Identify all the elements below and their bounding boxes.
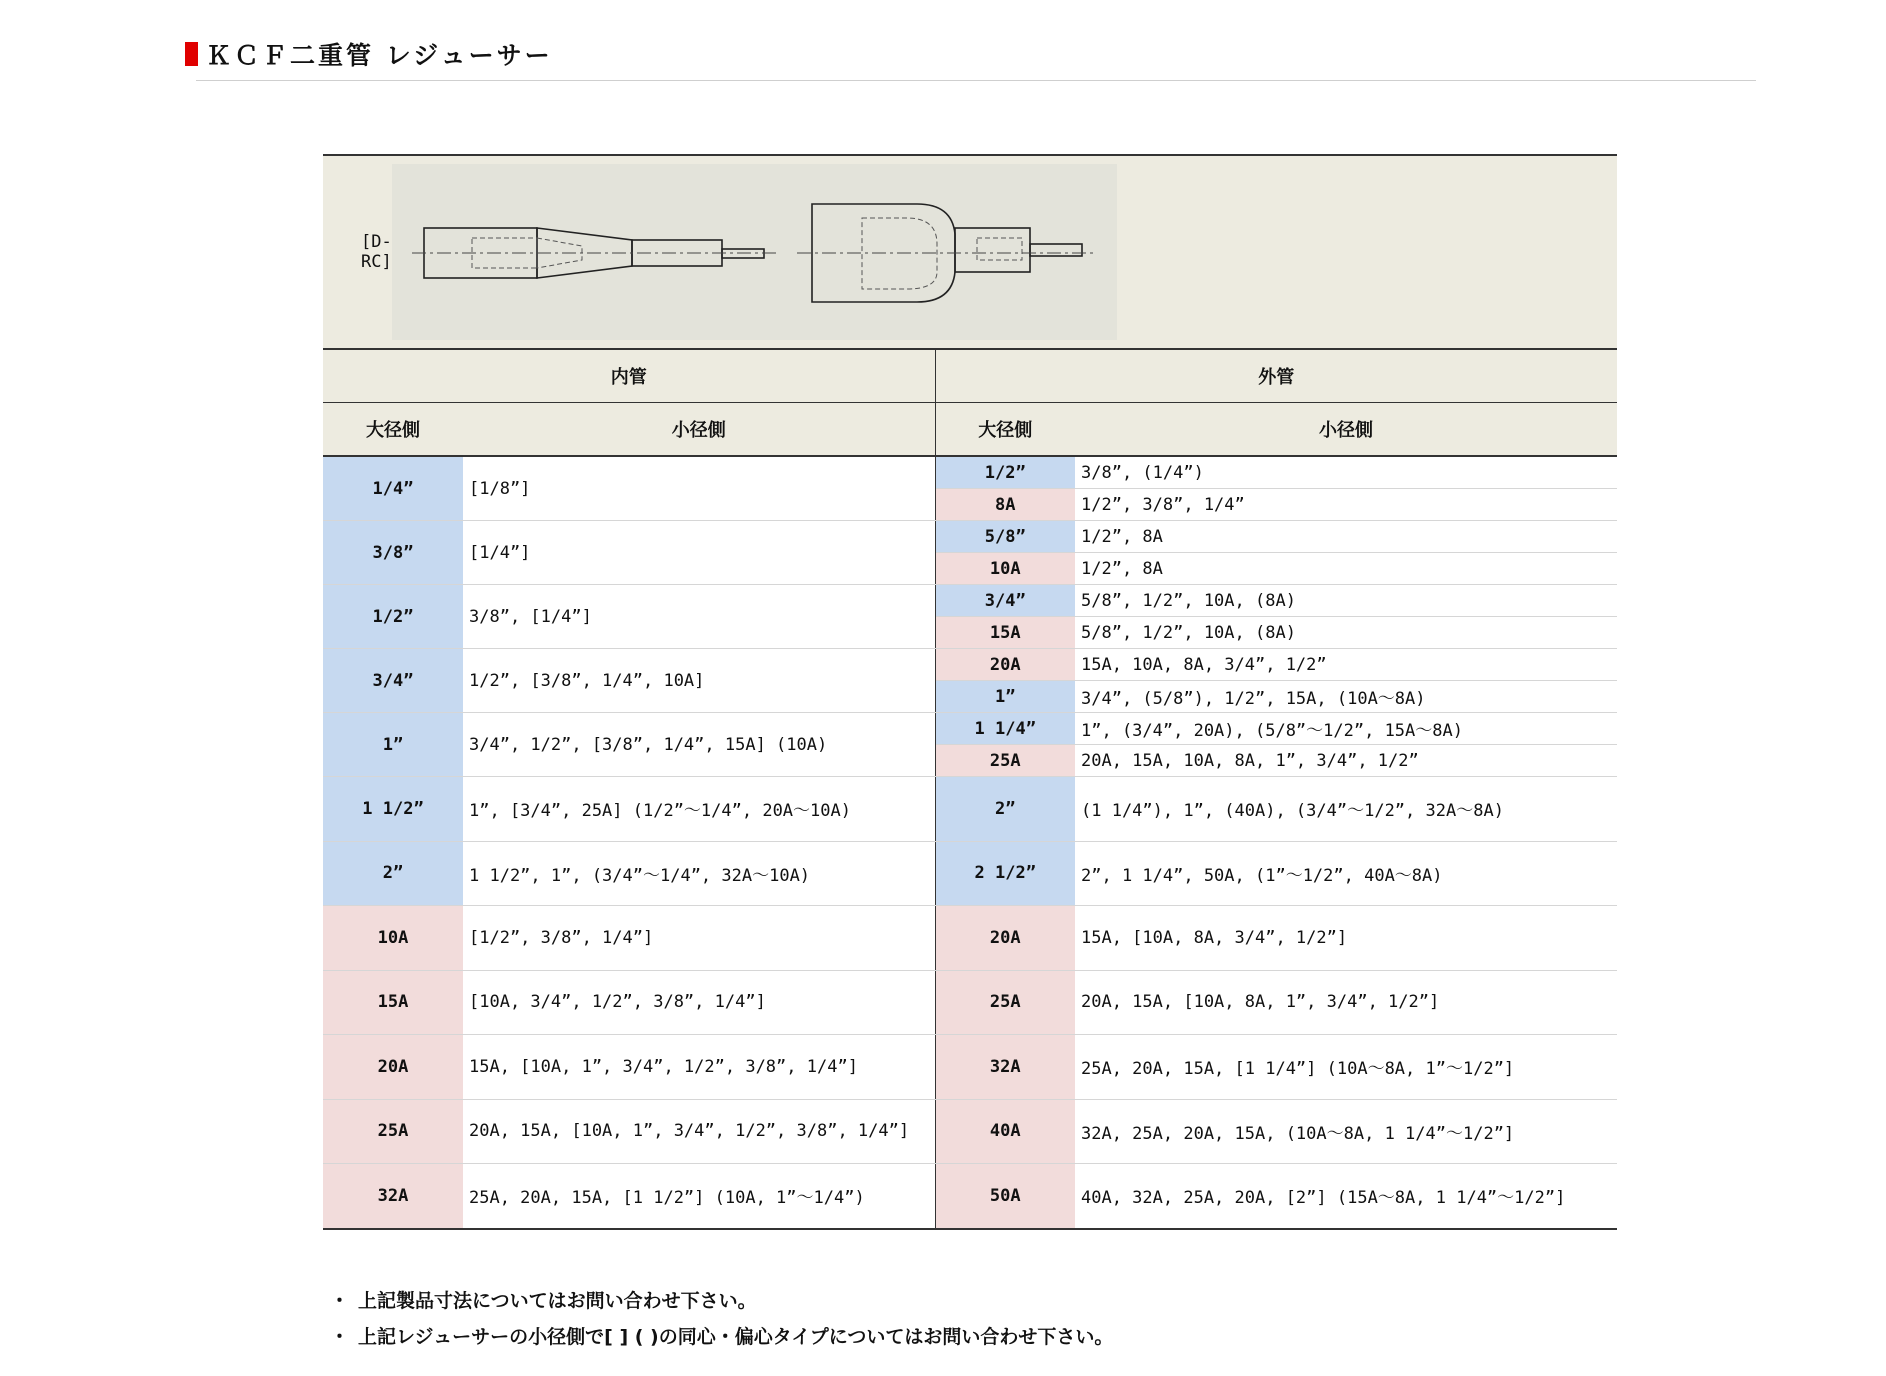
outer-large-cell: 1/2” xyxy=(935,456,1075,489)
page-title xyxy=(185,36,553,72)
inner-large-header: 大径側 xyxy=(323,403,463,457)
table-row xyxy=(323,456,1617,489)
column-header-row xyxy=(323,403,1617,457)
outer-small-cell: 15A, 10A, 8A, 3/4”, 1/2” xyxy=(1075,649,1617,681)
inner-small-cell: 1/2”, [3/8”, 1/4”, 10A] xyxy=(463,649,935,713)
inner-large-cell: 1/4” xyxy=(323,456,463,521)
inner-large-cell: 2” xyxy=(323,841,463,906)
outer-small-cell: 3/8”, (1/4”) xyxy=(1075,456,1617,489)
type-code-cell xyxy=(323,155,935,349)
outer-small-cell: 1/2”, 3/8”, 1/4” xyxy=(1075,489,1617,521)
eccentric-inner-tube xyxy=(1030,244,1082,256)
table-row xyxy=(323,649,1617,681)
outer-small-cell: 40A, 32A, 25A, 20A, [2”] (15A～8A, 1 1/4”～1/2”] xyxy=(1075,1164,1617,1229)
outer-large-cell: 10A xyxy=(935,553,1075,585)
table-row xyxy=(323,713,1617,745)
outer-small-cell: 32A, 25A, 20A, 15A, (10A～8A, 1 1/4”～1/2”] xyxy=(1075,1099,1617,1164)
inner-large-cell: 25A xyxy=(323,1099,463,1164)
outer-small-cell: 1/2”, 8A xyxy=(1075,521,1617,553)
reducer-drawing xyxy=(392,164,1117,340)
table-row xyxy=(323,777,1617,842)
figure-row xyxy=(323,155,1617,349)
table-row xyxy=(323,1099,1617,1164)
table-row xyxy=(323,521,1617,553)
note-item xyxy=(330,1283,1113,1319)
outer-large-cell: 20A xyxy=(935,906,1075,971)
outer-large-header: 大径側 xyxy=(935,403,1075,457)
inner-small-cell: 15A, [10A, 1”, 3/4”, 1/2”, 3/8”, 1/4”] xyxy=(463,1035,935,1100)
inner-large-cell: 1” xyxy=(323,713,463,777)
inner-small-cell: [1/4”] xyxy=(463,521,935,585)
outer-small-cell: 1/2”, 8A xyxy=(1075,553,1617,585)
outer-large-cell: 25A xyxy=(935,970,1075,1035)
table-row xyxy=(323,906,1617,971)
outer-large-cell: 15A xyxy=(935,617,1075,649)
inner-large-cell: 20A xyxy=(323,1035,463,1100)
inner-tube-header: 内管 xyxy=(323,349,935,403)
outer-small-cell: 5/8”, 1/2”, 10A, (8A) xyxy=(1075,585,1617,617)
outer-small-cell: 5/8”, 1/2”, 10A, (8A) xyxy=(1075,617,1617,649)
inner-small-cell: [10A, 3/4”, 1/2”, 3/8”, 1/4”] xyxy=(463,970,935,1035)
inner-large-cell: 10A xyxy=(323,906,463,971)
outer-small-cell: 1”, (3/4”, 20A), (5/8”～1/2”, 15A～8A) xyxy=(1075,713,1617,745)
inner-small-cell: 1 1/2”, 1”, (3/4”～1/4”, 32A～10A) xyxy=(463,841,935,906)
table-row xyxy=(323,1164,1617,1229)
inner-large-cell: 1/2” xyxy=(323,585,463,649)
inner-small-cell: 3/4”, 1/2”, [3/8”, 1/4”, 15A] (10A) xyxy=(463,713,935,777)
table-row xyxy=(323,1035,1617,1100)
title-divider xyxy=(196,80,1756,81)
note-bullet: ・ xyxy=(330,1326,350,1348)
outer-large-cell: 50A xyxy=(935,1164,1075,1229)
outer-small-header: 小径側 xyxy=(1075,403,1617,457)
reducer-spec-table xyxy=(323,154,1617,1230)
outer-large-cell: 20A xyxy=(935,649,1075,681)
inner-small-cell: 25A, 20A, 15A, [1 1/2”] (10A, 1”～1/4”) xyxy=(463,1164,935,1229)
outer-small-cell: 3/4”, (5/8”), 1/2”, 15A, (10A～8A) xyxy=(1075,681,1617,713)
outer-large-cell: 2” xyxy=(935,777,1075,842)
reducer-diagram xyxy=(392,164,1117,340)
notes xyxy=(330,1283,1113,1355)
inner-small-cell: [1/8”] xyxy=(463,456,935,521)
outer-large-cell: 32A xyxy=(935,1035,1075,1100)
title-marker xyxy=(185,42,198,66)
outer-large-cell: 8A xyxy=(935,489,1075,521)
group-header-row xyxy=(323,349,1617,403)
outer-small-cell: 15A, [10A, 8A, 3/4”, 1/2”] xyxy=(1075,906,1617,971)
note-bullet: ・ xyxy=(330,1290,350,1312)
note-text: 上記レジューサーの小径側で[ ] ( )の同心・偏心タイプについてはお問い合わせ下さい。 xyxy=(358,1326,1114,1348)
outer-large-cell: 25A xyxy=(935,745,1075,777)
outer-large-cell: 3/4” xyxy=(935,585,1075,617)
note-text: 上記製品寸法についてはお問い合わせ下さい。 xyxy=(358,1290,757,1312)
inner-large-cell: 32A xyxy=(323,1164,463,1229)
table-row xyxy=(323,841,1617,906)
outer-large-cell: 1 1/4” xyxy=(935,713,1075,745)
outer-large-cell: 5/8” xyxy=(935,521,1075,553)
outer-small-cell: 2”, 1 1/4”, 50A, (1”～1/2”, 40A～8A) xyxy=(1075,841,1617,906)
eccentric-small-body xyxy=(955,228,1030,272)
outer-small-cell: (1 1/4”), 1”, (40A), (3/4”～1/2”, 32A～8A) xyxy=(1075,777,1617,842)
outer-large-cell: 1” xyxy=(935,681,1075,713)
inner-small-cell: 20A, 15A, [10A, 1”, 3/4”, 1/2”, 3/8”, 1/4”] xyxy=(463,1099,935,1164)
outer-large-cell: 40A xyxy=(935,1099,1075,1164)
outer-small-cell: 25A, 20A, 15A, [1 1/4”] (10A～8A, 1”～1/2”] xyxy=(1075,1035,1617,1100)
outer-small-cell: 20A, 15A, 10A, 8A, 1”, 3/4”, 1/2” xyxy=(1075,745,1617,777)
inner-large-cell: 3/4” xyxy=(323,649,463,713)
outer-small-cell: 20A, 15A, [10A, 8A, 1”, 3/4”, 1/2”] xyxy=(1075,970,1617,1035)
table-row xyxy=(323,970,1617,1035)
note-item xyxy=(330,1319,1113,1355)
inner-small-cell: [1/2”, 3/8”, 1/4”] xyxy=(463,906,935,971)
type-code: [D-RC] xyxy=(361,232,392,272)
inner-large-cell: 1 1/2” xyxy=(323,777,463,842)
page-title-text: ＫＣＦ二重管 レジューサー xyxy=(206,41,553,70)
inner-small-cell: 3/8”, [1/4”] xyxy=(463,585,935,649)
table-row xyxy=(323,585,1617,617)
outer-large-cell: 2 1/2” xyxy=(935,841,1075,906)
inner-small-header: 小径側 xyxy=(463,403,935,457)
inner-large-cell: 3/8” xyxy=(323,521,463,585)
inner-large-cell: 15A xyxy=(323,970,463,1035)
inner-small-cell: 1”, [3/4”, 25A] (1/2”～1/4”, 20A～10A) xyxy=(463,777,935,842)
outer-tube-header: 外管 xyxy=(935,349,1617,403)
